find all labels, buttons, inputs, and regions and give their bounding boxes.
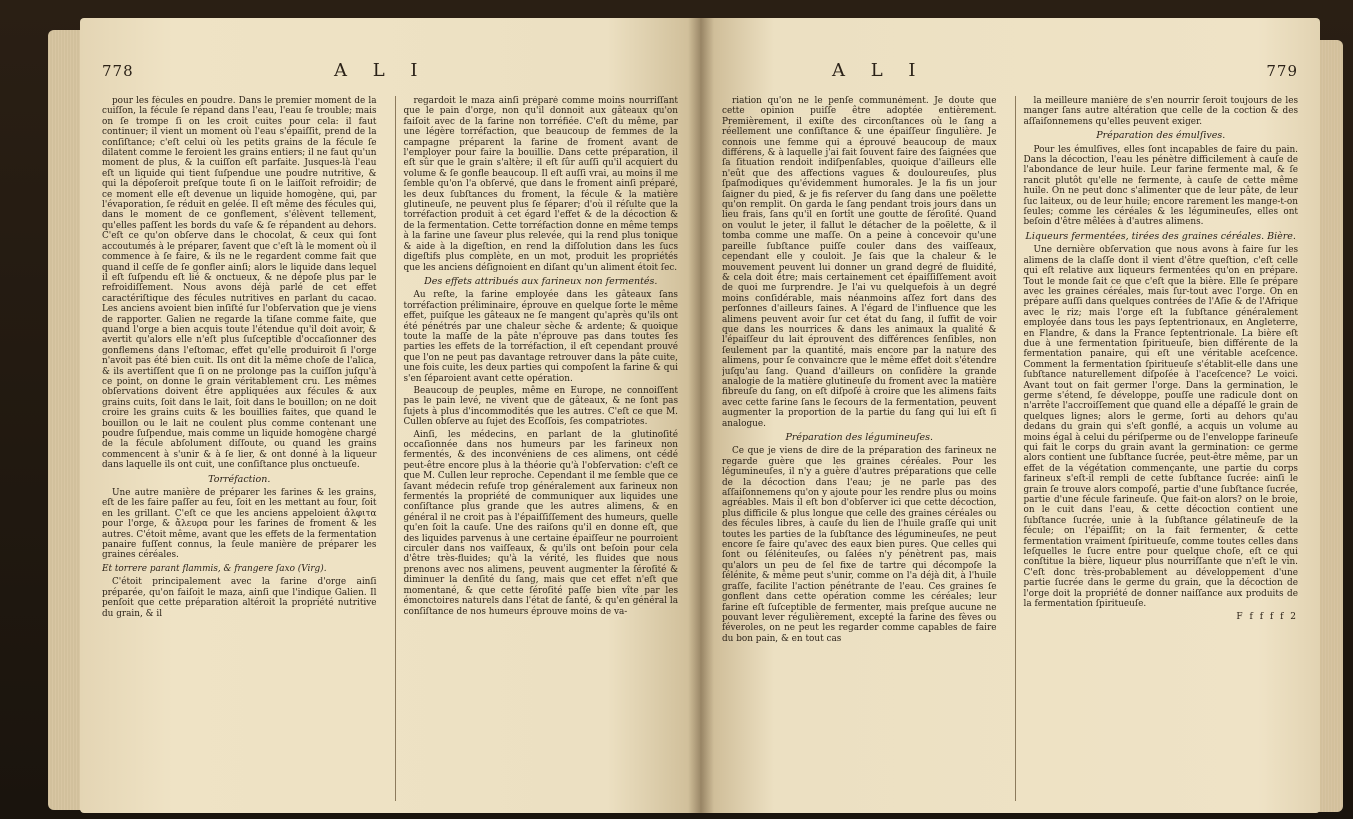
paragraph: Pour les émulſives, elles ſont incapables de faire du pain. Dans la décoction, l'eau les pénètre difficilement à cauſe de l'abondance de leur huile. Leur farine fermente mal, & ſe rancit plutôt qu'elle ne fermente, à cauſe de cette même huile. On ne peut donc s'alimenter que de leur pâte, de leur ſuc laiteux, ou de leur huile; encore rarement les mange-t-on ſeules; comme les céréales & les légumineuſes, elles ont beſoin d'être mêlées à d'autres alimens. (1023, 144, 1298, 228)
paragraph: Une autre manière de préparer les farines & les grains, eſt de les faire paſſer au feu, ſoit en les mettant au four, ſoit en les grillant. C'eſt ce que les anciens appeloient ἀλφιτα pour l'orge, & ἄλευρα pour les farines de froment & les autres. C'étoit même, avant que les effets de la fermentation panaire fuſſent connus, la ſeule manière de préparer les graines céréales. (102, 488, 377, 561)
paragraph: Au reſte, la farine employée dans les gâteaux ſans torréfaction préliminaire, éprouve en quelque ſorte le même effet, puiſque les gâteaux ne ſe mangent qu'après qu'ils ont été pénétrés par une chaleur sèche & ardente; & quoique toute la maſſe de la pâte n'éprouve pas dans toutes ſes parties les effets de la torréfaction, il eſt cependant prouvé que l'on ne peut pas davantage retrouver dans la pâte cuite, une fois cuite, les deux parties qui compoſent la farine & qui s'en ſéparoient avant cette opération. (403, 290, 678, 384)
right-page-columns (722, 96, 1298, 801)
paragraph: Une dernière obſervation que nous avons à faire ſur les alimens de la claſſe dont il vient d'être queſtion, c'eſt celle qui eſt relative aux liqueurs fermentées qu'on en prépare. Tout le monde ſait ce que c'eſt que la bière. Elle ſe prépare avec les graines céréales, mais ſur-tout avec l'orge. On en prépare auſſi dans quelques contrées de l'Aſie & de l'Afrique avec le riz; mais l'orge eſt la ſubſtance généralement employée dans tous les pays ſeptentrionaux, en Angleterre, en Flandre, & dans la France ſeptentrionale. La bière eſt due à une fermentation ſpiritueuſe, bien différente de la fermentation panaire, qui eſt une véritable aceſcence. Comment la fermentation ſpiritueuſe s'établit-elle dans une ſubſtance naturellement diſpoſée à l'aceſcence? Le voici. Avant tout on fait germer l'orge. Dans la germination, le germe s'étend, ſe développe, pouſſe une radicule dont on n'arrête l'accroiſſement que quand elle a dépaſſé le grain de quelques lignes; alors le germe, ſorti au dehors qu'au dedans du grain qui s'eſt gonflé, a acquis un volume au moins égal à celui du périſperme ou de l'enveloppe farineuſe qui fait le corps du grain avant la germination: ce germe alors contient une ſubſtance ſucrée, peut-être même, par un effet de la végétation commençante, une partie du corps farineux s'eſt-il rempli de cette ſubſtance ſucrée: ainſi le grain ſe trouve alors compoſé, partie d'une ſubſtance ſucrée, partie d'une fécule farineuſe. Que fait-on alors? on le broie, on le cuit dans l'eau, & cette décoction contient une ſubſtance ſucrée, unie à la ſubſtance gélatineuſe de la fécule; on l'épaiſſit; on la fait fermenter, & cette fermentation vraiment ſpiritueuſe, comme toutes celles dans leſquelles le ſucre entre pour quelque choſe, eſt ce qui conſtitue la bière, liqueur plus nourriſſante que n'eſt le vin. C'eſt donc très-probablement au développement d'une partie ſucrée dans le germe du grain, que la décoction de l'orge doit la propriété de donner naiſſance aux produits de la fermentation ſpiritueuſe. (1023, 245, 1298, 610)
right-running-title: A L I (832, 60, 926, 81)
signature-mark: F f f f f 2 (1236, 611, 1298, 622)
paragraph: la meilleure manière de s'en nourrir ſeroit toujours de les manger ſans autre altération que celle de la coction & des aſſaiſonnemens qu'elles peuvent exiger. (1023, 96, 1298, 127)
left-column-1 (102, 96, 377, 801)
paragraph: Beaucoup de peuples, même en Europe, ne connoiſſent pas le pain levé, ne vivent que de gâteaux, & ne ſont pas ſujets à plus d'incommodités que les autres. C'eſt ce que M. Cullen obſerve au ſujet des Ecoſſois, ſes compatriotes. (403, 385, 678, 428)
verse-quote: Et torrere parant flammis, & frangere ſaxo (Virg). (102, 563, 327, 574)
right-column-1 (722, 96, 997, 801)
left-page-number: 778 (102, 62, 134, 80)
section-heading: Des effets attribués aux farineux non fermentés. (424, 275, 658, 287)
paragraph: C'étoit principalement avec la farine d'orge ainſi préparée, qu'on faiſoit le maza, ainſi que l'indique Galien. Il penſoit que cette préparation altéroit la propriété nutritive du grain, & il (102, 577, 377, 619)
paragraph: pour les fécules en poudre. Dans le premier moment de la cuiſſon, la fécule ſe répand dans l'eau, l'eau ſe trouble; mais on ſe trompe ſi on les croit cuites pour cela: il faut continuer; il vient un moment où l'eau s'épaiſſit, prend de la conſiſtance; c'eſt celui où les petits grains de la fécule ſe dilatent comme le feroient les grains entiers; il ne faut qu'un moment de plus, & la cuiſſon eſt parfaite. Jusques-là l'eau eſt un liquide qui tient ſuſpendue une poudre nutritive, & qui la dépoſeroit preſque toute ſi on le laiſſoit refroidir; de ce moment elle eſt devenue un liquide homogène, qui, par l'évaporation, ſe réduit en gelée. Il eſt même des fécules qui, dans le moment de ce gonflement, s'élèvent tellement, qu'elles paſſent les bords du vaſe & ſe répandent au dehors. C'eſt ce qu'on obſerve dans le chocolat, & ceux qui ſont accoutumés à le préparer, ſavent que c'eſt là le moment où il commence à ſe faire, & ils ne le regardent comme fait que quand il ceſſe de ſe gonfler ainſi; alors le liquide dans lequel il eſt ſuſpendu eſt lié & onctueux, & ne dépoſe plus par le refroidiſſement. Nous avons déjà parlé de cet effet caractériſtique des fécules nutritives en parlant du cacao. Les anciens avoient bien inſiſté ſur l'obſervation que je viens de rapporter. Galien ne regarde la tiſane comme faite, que quand l'orge a bien acquis toute l'étendue qu'il doit avoir, & avertit qu'alors elle n'eſt plus ſuſceptible d'occaſionner des gonflemens dans l'eſtomac, effet qu'elle produiroit ſi l'orge n'avoit pas été bien cuit. Ils ont dit la même choſe de l'alica, & ils avertiſſent que ſi on ne prolonge pas la cuiſſon juſqu'à ce point, on donne le grain véritablement cru. Les mêmes obſervations doivent être appliquées aux fécules & aux grains cuits, ſoit dans le lait, ſoit dans le bouillon; on ne doit croire les grains cuits & les bouillies faites, que quand le bouillon ou le lait ne coulent plus comme contenant une poudre ſuſpendue, mais comme un liquide homogène chargé de la fécule abſolument diſſoute, ou quand les grains commencent à s'unir & à ſe lier, & ont donné à la liqueur dans laquelle ils ont cuit, une conſiſtance plus onctueuſe. (102, 96, 377, 471)
left-column-2 (395, 96, 679, 801)
right-page (700, 18, 1320, 813)
section-heading: Préparation des émulſives. (1096, 130, 1226, 142)
section-heading: Torréfaction. (208, 473, 271, 485)
left-page-header (102, 60, 678, 90)
left-page (80, 18, 700, 813)
left-running-title: A L I (334, 60, 428, 81)
paragraph: riation qu'on ne le penſe communément. Je doute que cette opinion puiſſe être adoptée entièrement. Premièrement, il exiſte des circonſtances où le ſang a réellement une conſiſtance & une épaiſſeur ſingulière. Je connois une femme qui a éprouvé beaucoup de maux différens, & à laquelle j'ai fait ſouvent faire des ſaignées que ſa ſituation rendoit indiſpenſables, quoique d'ailleurs elle n'eût que des affections vagues & douloureuſes, plus ſpaſmodiques qu'évidemment humorales. Je la fis un jour ſaigner du pied, & je fis reſerver du ſang dans une poëlette qu'on remplit. On garda le ſang pendant trois jours dans un lieu frais, ſans qu'il en ſortît une goutte de ſéroſité. Quand on voulut le jeter, il fallut le détacher de la poëlette, & il tomba comme une maſſe. On a peine à concevoir qu'une pareille ſubſtance puiſſe couler dans des vaiſſeaux, cependant elle y couloit. Je ſais que la chaleur & le mouvement peuvent lui donner un grand degré de fluidité, & cela doit être; mais certainement cet épaiſſiſſement avoit de quoi me ſurprendre. Je l'ai vu quelquefois à un degré moins conſidérable, mais néanmoins aſſez fort dans des perſonnes d'ailleurs ſaines. A l'égard de l'influence que les alimens peuvent avoir ſur cet état du ſang, il ſuffit de voir que dans les nourrices & dans les animaux la qualité & l'épaiſſeur du lait éprouvent des différences ſenſibles, non ſeulement par la quantité, mais encore par la nature des alimens, pour ſe convaincre que le même effet doit s'étendre juſqu'au ſang. Quand d'ailleurs on conſidère la grande analogie de la matière glutineuſe du froment avec la matière fibreuſe du ſang, on eſt diſpoſé à croire que les alimens faits avec cette farine ſans le ſecours de la fermentation, peuvent augmenter la proportion de la partie du ſang qui lui eſt ſi analogue. (722, 96, 997, 429)
paragraph: regardoit le maza ainſi préparé comme moins nourriſſant que le pain d'orge, non qu'il donnoit aux gâteaux qu'on faiſoit avec de la farine non torréfiée. C'eſt du même, par une légère torréfaction, que beaucoup de femmes de la campagne préparent la farine de froment avant de l'employer pour faire la bouillie. Dans cette préparation, il eſt sûr que le grain s'altère; il eſt ſûr auſſi qu'il acquiert du volume & ſe gonfle beaucoup. Il eſt auſſi vrai, au moins il me ſemble qu'on l'a obſervé, que dans le froment ainſi préparé, les deux ſubſtances du froment, la fécule & la matière glutineuſe, ne peuvent plus ſe ſéparer; d'où il réſulte que la torréfaction produit à cet égard l'effet & de la décoction & de la fermentation. Cette torréfaction donne en même temps à la farine une ſaveur plus relevée, qui la rend plus tonique & aide à la digeſtion, en rend la diſſolution dans les ſucs digeſtifs plus complète, en un mot, produit les propriétés que les anciens déſignoient en diſant qu'un aliment étoit ſec. (403, 96, 678, 273)
section-heading: Liqueurs fermentées, tirées des graines céréales. Bière. (1025, 230, 1296, 242)
paragraph: Ce que je viens de dire de la préparation des farineux ne regarde guère que les graines céréales. Pour les légumineuſes, il n'y a guère d'autres préparations que celle de la décoction dans l'eau; je ne parle pas des aſſaiſonnemens qu'on y ajoute pour les rendre plus ou moins agréables. Mais il eſt bon d'obſerver ici que cette décoction, plus difficile & plus longue que celle des graines céréales ou des fécules libres, à cauſe du lien de l'huile graſſe qui unit toutes les parties de la ſubſtance des légumineuſes, ne peut encore ſe faire qu'avec des eaux bien pures. Que celles qui ſont ou ſéléniteuſes, ou ſalées n'y pénètrent pas, mais qu'alors un peu de ſel fixe de tartre qui décompoſe la ſélénite, & même peut s'unir, comme on l'a déjà dit, à l'huile graſſe, facilite l'action pénétrante de l'eau. Ces graines ſe gonflent dans cette opération comme les céréales; leur farine eſt ſuſceptible de fermenter, mais preſque aucune ne pouvant lever régulièrement, excepté la farine des fèves ou féveroles, on ne peut les regarder comme capables de faire du bon pain, & en tout cas (722, 446, 997, 644)
right-page-header (722, 60, 1298, 90)
left-page-columns (102, 96, 678, 801)
right-page-number: 779 (1266, 62, 1298, 80)
section-heading: Préparation des légumineuſes. (785, 432, 934, 443)
paragraph: Ainſi, les médecins, en parlant de la glutinoſité occaſionnée dans nos humeurs par les farineux non fermentés, & des inconvéniens de ces alimens, ont cédé peut-être encore plus à la théorie qu'à l'obſervation: c'eſt ce que M. Cullen leur reproche. Cependant il me ſemble que ce ſavant médecin refuſe trop généralement aux farineux non fermentés la propriété de communiquer aux liquides une conſiſtance plus grande que les autres alimens, & en général il ne croit pas à l'épaiſſiſſement des humeurs, quelle qu'en ſoit la cauſe. Une des raiſons qu'il en donne eſt, que des liquides parvenus à une certaine épaiſſeur ne pourroient circuler dans nos vaiſſeaux, & qu'ils ont beſoin pour cela d'être très-fluides; qu'à la vérité, les fluides que nous prenons avec nos alimens, peuvent augmenter la ſéroſité & diminuer la denſité du ſang, mais que cet effet n'eſt que momentané, & que cette ſéroſité paſſe bien vîte par les émonctoires naturels dans l'état de ſanté, & qu'en général la conſiſtance de nos humeurs éprouve moins de va- (403, 429, 678, 617)
right-column-2 (1015, 96, 1299, 801)
